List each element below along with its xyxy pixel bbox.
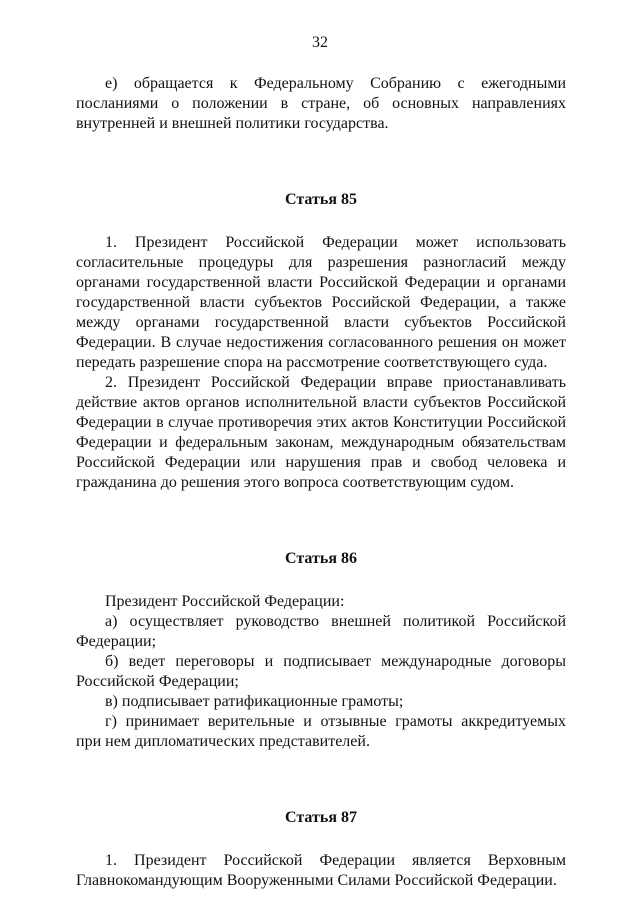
article-86-item-a: а) осуществляет руководство внешней политикой Российской Федерации; xyxy=(76,613,566,650)
article-87-title: Статья 87 xyxy=(285,809,357,826)
article-86-title: Статья 86 xyxy=(285,550,357,567)
article-86-intro: Президент Российской Федерации: xyxy=(105,593,345,610)
article-86-item-g: г) принимает верительные и отзывные грамоты аккредитуемых при нем дипломатических представителей. xyxy=(76,713,566,750)
article-86-item-v: в) подписывает ратификационные грамоты; xyxy=(105,693,404,710)
article-85-title: Статья 85 xyxy=(285,191,357,208)
article-85-paragraph-2: 2. Президент Российской Федерации вправе приостанавливать действие актов органов исполнительной власти субъектов Российской Федерации в случае противоречия этих актов Конституции Российской Федерации и федеральным законам, международным обязательствам Российской Федерации или нарушения прав и свобод человека и гражданина до решения этого вопроса соответствующим судом. xyxy=(76,374,566,491)
page-number: 32 xyxy=(312,34,328,51)
article-86-item-b: б) ведет переговоры и подписывает международные договоры Российской Федерации; xyxy=(76,653,566,690)
article-87-paragraph-1: 1. Президент Российской Федерации является Верховным Главнокомандующим Вооруженными Силами Российской Федерации. xyxy=(76,852,566,889)
intro-paragraph: е) обращается к Федеральному Собранию с ежегодными посланиями о положении в стране, об основных направлениях внутренней и внешней политики государства. xyxy=(76,75,566,132)
document-body xyxy=(76,74,566,891)
article-85-paragraph-1: 1. Президент Российской Федерации может использовать согласительные процедуры для разрешения разногласий между органами государственной власти Российской Федерации и органами государственной власти субъектов Российской Федерации, а также между органами государственной власти субъектов Российской Федерации. В случае недостижения согласованного решения он может передать разрешение спора на рассмотрение соответствующего суда. xyxy=(76,234,566,371)
